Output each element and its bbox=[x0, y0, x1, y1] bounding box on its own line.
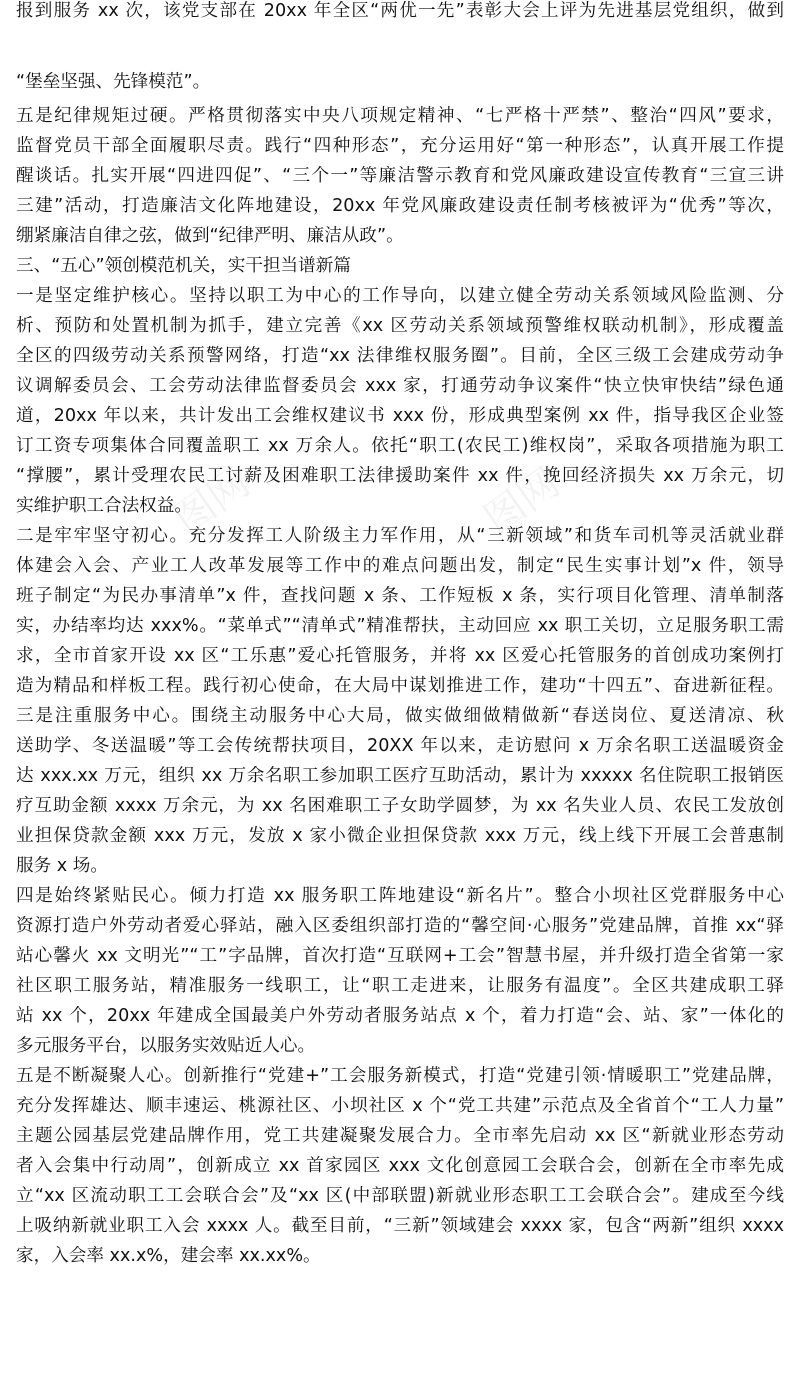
paragraph-heading: 五是纪律规矩过硬。严格贯彻落实中央八项规定精神、“七严格十严禁”、整治“四风”要求， bbox=[16, 106, 784, 126]
text-line: “堡垒坚强、先锋模范”。 bbox=[16, 72, 211, 92]
paragraph-heading: 五是不断凝聚人心。创新推行“党建+”工会服务新模式，打造“党建引领·情暖职工”党建品牌， bbox=[16, 1066, 784, 1086]
text-line: 家，入会率 xx.x%，建会率 xx.xx%。 bbox=[16, 1246, 321, 1266]
paragraph-heading: 一是坚定维护核心。坚持以职工为中心的工作导向，以建立健全劳动关系领域风险监测、分 bbox=[16, 286, 784, 306]
paragraph-heading: 三是注重服务中心。围绕主动服务中心大局，做实做细做精做新“春送岗位、夏送清凉、秋 bbox=[16, 706, 784, 726]
text-line: 班子制定“为民办事清单”x 件，查找问题 x 条、工作短板 x 条，实行项目化管理、清单制落 bbox=[16, 586, 784, 606]
text-line: 绷紧廉洁自律之弦，做到“纪律严明、廉洁从政”。 bbox=[16, 226, 404, 246]
text-line: 求，全市首家开设 xx 区“工乐惠”爱心托管服务，并将 xx 区爱心托管服务的首创成功案例打 bbox=[16, 646, 784, 666]
text-line: 充分发挥雄达、顺丰速运、桃源社区、小坝社区 x 个“党工共建”示范点及全省首个“工人力量” bbox=[16, 1096, 784, 1116]
text-line: 析、预防和处置机制为抓手，建立完善《xx 区劳动关系领域预警维权联动机制》，形成覆盖 bbox=[16, 316, 784, 336]
text-line: 送助学、冬送温暖”等工会传统帮扶项目，20XX 年以来，走访慰问 x 万余名职工送温暖资金 bbox=[16, 736, 784, 756]
text-line: 体建会入会、产业工人改革发展等工作中的难点问题出发，制定“民生实事计划”x 件，领导 bbox=[16, 556, 784, 576]
text-line: 实，办结率均达 xxx%。“菜单式”“清单式”精准帮扶，主动回应 xx 职工关切，立足服务职工需 bbox=[16, 616, 784, 636]
text-line: 站 xx 个，20xx 年建成全国最美户外劳动者服务站点 x 个，着力打造“会、站、家”一体化的 bbox=[16, 1006, 784, 1026]
paragraph-heading: 四是始终紧贴民心。倾力打造 xx 服务职工阵地建设“新名片”。整合小坝社区党群服务中心 bbox=[16, 886, 784, 906]
text-line: 站心馨火 xx 文明光”“工”字品牌，首次打造“互联网+工会”智慧书屋，并升级打造全省第一家 bbox=[16, 946, 784, 966]
text-line: 三建”活动，打造廉洁文化阵地建设，20xx 年党风廉政建设责任制考核被评为“优秀”等次， bbox=[16, 196, 784, 216]
text-line: 实维护职工合法权益。 bbox=[16, 496, 192, 516]
text-line: 多元服务平台，以服务实效贴近人心。 bbox=[16, 1036, 316, 1056]
watermark: 图网 bbox=[166, 459, 258, 544]
watermark: 图网 bbox=[476, 459, 568, 544]
text-line: 服务 x 场。 bbox=[16, 856, 108, 876]
text-line: 醒谈话。扎实开展“四进四促”、“三个一”等廉洁警示教育和党风廉政建设宣传教育“三宣三讲 bbox=[16, 166, 784, 186]
text-line: 道，20xx 年以来，共计发出工会维权建议书 xxx 份，形成典型案例 xx 件，指导我区企业签 bbox=[16, 406, 784, 426]
text-line: 议调解委员会、工会劳动法律监督委员会 xxx 家，打通劳动争议案件“快立快审快结”绿色通 bbox=[16, 376, 784, 396]
text-line: 订工资专项集体合同覆盖职工 xx 万余人。依托“职工(农民工)维权岗”，采取各项措施为职工 bbox=[16, 436, 784, 456]
text-line: 监督党员干部全面履职尽责。践行“四种形态”，充分运用好“第一种形态”，认真开展工作提 bbox=[16, 136, 784, 156]
text-line: 立“xx 区流动职工工会联合会”及“xx 区(中部联盟)新就业形态职工工会联合会”。建成至今线 bbox=[16, 1186, 784, 1206]
text-line: 全区的四级劳动关系预警网络，打造“xx 法律维权服务圈”。目前，全区三级工会建成劳动争 bbox=[16, 346, 784, 366]
text-line: 造为精品和样板工程。践行初心使命，在大局中谋划推进工作，建功“十四五”、奋进新征程。 bbox=[16, 676, 784, 696]
section-heading: 三、“五心”领创模范机关，实干担当谱新篇 bbox=[16, 256, 351, 276]
text-line: 达 xxx.xx 万元，组织 xx 万余名职工参加职工医疗互助活动，累计为 xxxxx 名住院职工报销医 bbox=[16, 766, 784, 786]
text-line: 疗互助金额 xxxx 万余元，为 xx 名困难职工子女助学圆梦，为 xx 名失业人员、农民工发放创 bbox=[16, 796, 784, 816]
text-line: 上吸纳新就业职工入会 xxxx 人。截至目前，“三新”领域建会 xxxx 家，包含“两新”组织 xxxx bbox=[16, 1216, 784, 1236]
text-line: “撑腰”，累计受理农民工讨薪及困难职工法律援助案件 xx 件，挽回经济损失 xx 万余元，切 bbox=[16, 466, 784, 486]
paragraph-heading: 二是牢牢坚守初心。充分发挥工人阶级主力军作用，从“三新领域”和货车司机等灵活就业群 bbox=[16, 526, 784, 546]
text-line: 主题公园基层党建品牌作用，党工共建凝聚发展合力。全市率先启动 xx 区“新就业形态劳动 bbox=[16, 1126, 784, 1146]
text-line: 报到服务 xx 次，该党支部在 20xx 年全区“两优一先”表彰大会上评为先进基层党组织，做到 bbox=[16, 1, 784, 21]
text-line: 社区职工服务站，精准服务一线职工，让“职工走进来，让服务有温度”。全区共建成职工驿 bbox=[16, 976, 784, 996]
text-line: 资源打造户外劳动者爱心驿站，融入区委组织部打造的“馨空间·心服务”党建品牌，首推 xx“驿 bbox=[16, 916, 784, 936]
text-line: 者入会集中行动周”，创新成立 xx 首家园区 xxx 文化创意园工会联合会，创新在全市率先成 bbox=[16, 1156, 784, 1176]
text-line: 业担保贷款金额 xxx 万元，发放 x 家小微企业担保贷款 xxx 万元，线上线下开展工会普惠制 bbox=[16, 826, 784, 846]
